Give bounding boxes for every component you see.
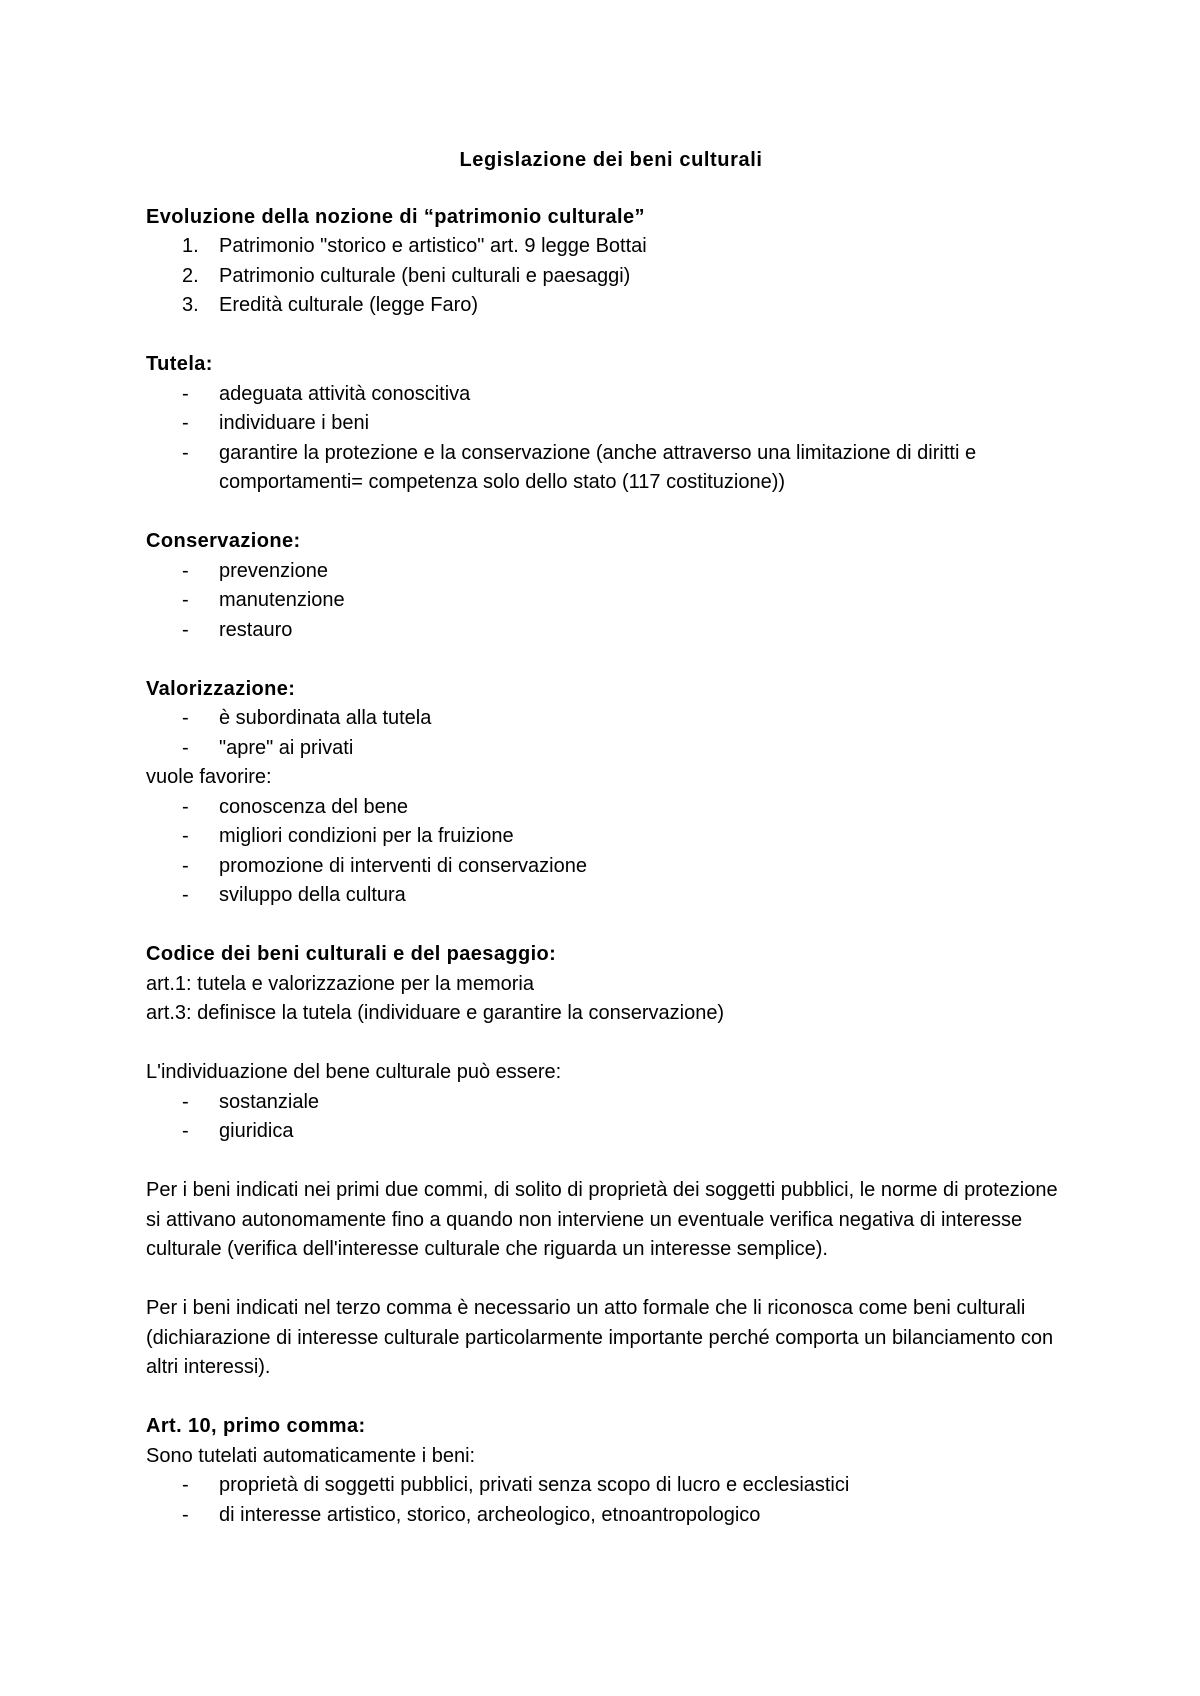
list-item-text: manutenzione xyxy=(219,589,345,611)
list-item xyxy=(146,616,1076,646)
list-item-text: conoscenza del bene xyxy=(219,795,409,818)
bullet-list-tutela xyxy=(146,380,1076,498)
list-item xyxy=(146,409,1076,439)
list-item-text: Patrimonio culturale (beni culturali e paesaggi) xyxy=(219,264,631,287)
list-item xyxy=(146,439,1076,498)
list-number: 3. xyxy=(182,294,199,316)
dash-bullet: - xyxy=(182,795,189,818)
art-10-intro: Sono tutelati automaticamente i beni: xyxy=(146,1444,476,1467)
dash-bullet: - xyxy=(182,441,189,464)
list-item-text: migliori condizioni per la fruizione xyxy=(219,825,514,847)
list-item xyxy=(146,586,1076,616)
document-title: Legislazione dei beni culturali xyxy=(459,149,763,171)
dash-bullet: - xyxy=(182,884,189,906)
dash-bullet: - xyxy=(182,589,189,611)
list-item-text: è subordinata alla tutela xyxy=(219,707,432,729)
list-item xyxy=(146,380,1076,410)
codice-art-1: art.1: tutela e valorizzazione per la memoria xyxy=(146,972,534,995)
list-item xyxy=(146,557,1076,587)
list-item xyxy=(146,734,1076,764)
codice-art-3: art.3: definisce la tutela (individuare e garantire la conservazione) xyxy=(146,1002,725,1024)
dash-bullet: - xyxy=(182,559,189,582)
bullet-list-conservazione xyxy=(146,557,1076,646)
dash-bullet: - xyxy=(182,412,189,434)
dash-bullet: - xyxy=(182,1120,189,1142)
subheading-vuole-favorire: vuole favorire: xyxy=(146,766,272,788)
bullet-list-favorire xyxy=(146,793,1076,911)
list-item-text: restauro xyxy=(219,618,293,641)
dash-bullet: - xyxy=(182,854,189,877)
list-item-text: Eredità culturale (legge Faro) xyxy=(219,294,479,316)
dash-bullet: - xyxy=(182,1503,189,1526)
list-item xyxy=(146,262,1076,292)
list-item-text: promozione di interventi di conservazione xyxy=(219,854,587,877)
list-item-text: proprietà di soggetti pubblici, privati senza scopo di lucro e ecclesiastici xyxy=(219,1474,850,1496)
section-heading-evoluzione: Evoluzione della nozione di “patrimonio culturale” xyxy=(146,205,645,228)
list-number: 1. xyxy=(182,235,199,257)
dash-bullet: - xyxy=(182,707,189,729)
list-item-text: individuare i beni xyxy=(219,412,370,434)
dash-bullet: - xyxy=(182,1474,189,1496)
bullet-list-art-10 xyxy=(146,1471,1076,1530)
section-heading-conservazione: Conservazione: xyxy=(146,530,301,552)
dash-bullet: - xyxy=(182,618,189,641)
dash-bullet: - xyxy=(182,382,189,405)
dash-bullet: - xyxy=(182,1090,189,1113)
document-page xyxy=(146,146,1076,1530)
paragraph-primi-commi: Per i beni indicati nei primi due commi, di solito di proprietà dei soggetti pubblici, le norme di protezione si attivano autonomamente fino a quando non interviene un eventuale verifica negativa di interesse culturale (verifica dell'interesse culturale che riguarda un interesse semplice). xyxy=(146,1179,1058,1260)
list-item-text: "apre" ai privati xyxy=(219,736,354,759)
list-item-text: prevenzione xyxy=(219,559,328,582)
paragraph-terzo-comma: Per i beni indicati nel terzo comma è necessario un atto formale che li riconosca come beni culturali (dichiarazione di interesse culturale particolarmente importante perché comporta un bilanciamento con altri interessi). xyxy=(146,1297,1054,1378)
dash-bullet: - xyxy=(182,736,189,759)
dash-bullet: - xyxy=(182,825,189,847)
list-item-text: giuridica xyxy=(219,1120,294,1142)
list-item xyxy=(146,232,1076,262)
bullet-list-valorizzazione xyxy=(146,704,1076,763)
section-heading-art-10: Art. 10, primo comma: xyxy=(146,1415,366,1437)
section-heading-tutela: Tutela: xyxy=(146,353,213,375)
list-item-text: adeguata attività conoscitiva xyxy=(219,382,471,405)
list-item-text: garantire la protezione e la conservazione (anche attraverso una limitazione di diritti e comportamenti= competenza solo dello stato (117 costituzione)) xyxy=(219,441,977,493)
numbered-list-evoluzione xyxy=(146,232,1076,321)
list-item xyxy=(146,1117,1076,1147)
list-item-text: Patrimonio "storico e artistico" art. 9 legge Bottai xyxy=(219,235,647,257)
list-item-text: sostanziale xyxy=(219,1090,320,1113)
list-item xyxy=(146,822,1076,852)
bullet-list-individuazione xyxy=(146,1088,1076,1147)
list-item xyxy=(146,852,1076,882)
list-item-text: di interesse artistico, storico, archeologico, etnoantropologico xyxy=(219,1503,761,1526)
section-heading-valorizzazione: Valorizzazione: xyxy=(146,677,296,700)
list-number: 2. xyxy=(182,264,199,287)
section-heading-codice: Codice dei beni culturali e del paesaggio: xyxy=(146,943,557,965)
list-item xyxy=(146,704,1076,734)
list-item xyxy=(146,881,1076,911)
list-item xyxy=(146,1471,1076,1501)
list-item xyxy=(146,793,1076,823)
list-item xyxy=(146,1088,1076,1118)
list-item xyxy=(146,1501,1076,1531)
individuazione-intro: L'individuazione del bene culturale può essere: xyxy=(146,1061,562,1083)
list-item xyxy=(146,291,1076,321)
list-item-text: sviluppo della cultura xyxy=(219,884,406,906)
